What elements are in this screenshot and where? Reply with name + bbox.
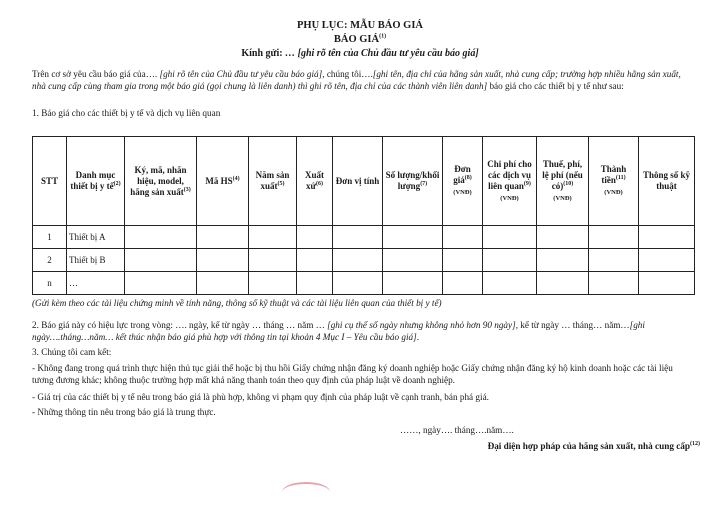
commitment-1: - Không đang trong quá trình thực hiện thủ tục giải thể hoặc bị thu hồi Giấy chứng nhận đăng ký doanh nghiệp hoặc Giấy chứng nhận đăng ký hộ kinh doanh hoặc các tài liệu tương đương khác; không thuộc trường hợp mất khả năng thanh toán theo quy định của pháp luật về doanh nghiệp. <box>32 363 673 385</box>
table-header-row <box>33 137 695 226</box>
table-cell <box>537 226 589 249</box>
recipient-line <box>0 48 720 59</box>
table-cell <box>383 249 443 272</box>
table-cell <box>483 272 537 295</box>
table-header-cell <box>249 137 297 226</box>
header-text: Thành tiền <box>600 164 627 185</box>
intro-text-c: báo giá cho các thiết bị y tế như sau: <box>487 81 624 91</box>
header-unit: (VNĐ) <box>553 194 572 202</box>
table-cell <box>589 272 639 295</box>
table-cell <box>297 226 333 249</box>
subtitle-text: BÁO GIÁ <box>333 34 380 45</box>
section-2-text-a-italic: [ghi cụ thể số ngày nhưng không nhỏ hơn 90 ngày] <box>327 320 516 330</box>
table-header-cell <box>383 137 443 226</box>
table-cell <box>197 272 249 295</box>
table-cell <box>443 272 483 295</box>
section-2-validity <box>32 319 696 343</box>
header-unit: (VNĐ) <box>453 189 472 196</box>
table-cell <box>383 272 443 295</box>
table-cell: … <box>67 272 125 295</box>
header-footnote: (10) <box>563 180 574 187</box>
table-cell <box>197 249 249 272</box>
recipient-label: Kính gửi: <box>241 48 283 59</box>
table-note: (Gửi kèm theo các tài liệu chứng minh về tính năng, thông số kỹ thuật và các tài liệu liên quan của thiết bị y tế) <box>32 298 442 308</box>
header-footnote: (2) <box>113 181 121 187</box>
intro-text-b-italic: [ghi tên, địa chỉ của hãng sản xuất, nhà cung cấp; trường hợp nhiều hãng sản xuất, nhà cung cấp cùng tham gia trong một báo giá (gọi chung là liên danh) thì ghi rõ tên, địa chỉ của các thành viên liên danh] <box>32 69 681 91</box>
table-cell <box>333 272 383 295</box>
table-header-cell <box>67 137 125 226</box>
stamp-mark <box>282 482 330 502</box>
table-cell <box>297 249 333 272</box>
commitment-3: - Những thông tin nêu trong báo giá là trung thực. <box>32 407 216 417</box>
header-unit: (VNĐ) <box>500 194 519 202</box>
table-cell <box>249 226 297 249</box>
header-footnote: (6) <box>315 181 323 187</box>
signature-text: Đại diện hợp pháp của hãng sản xuất, nhà cung cấp <box>487 441 690 451</box>
header-footnote: (9) <box>523 180 531 187</box>
table-header-cell <box>297 137 333 226</box>
table-cell <box>333 249 383 272</box>
quotation-table <box>32 136 695 295</box>
table-cell <box>125 226 197 249</box>
table-cell <box>589 226 639 249</box>
header-text: Đơn vị tính <box>335 175 380 186</box>
table-cell <box>297 272 333 295</box>
intro-text-a: Trên cơ sở yêu cầu báo giá của…. <box>32 69 160 79</box>
table-cell <box>589 249 639 272</box>
recipient-value: … [ghi rõ tên của Chủ đầu tư yêu cầu báo giá] <box>285 48 479 59</box>
table-header-cell <box>589 137 639 226</box>
table-header-cell <box>125 137 197 226</box>
header-text: Năm sản xuất <box>255 170 290 191</box>
table-cell <box>639 226 695 249</box>
header-text: Thông số kỹ thuật <box>642 170 691 191</box>
commitment-2: - Giá trị của các thiết bị y tế nêu trong báo giá là phù hợp, không vi phạm quy định của pháp luật về cạnh tranh, bán phá giá. <box>32 392 489 402</box>
table-header-cell <box>639 137 695 226</box>
table-cell <box>537 249 589 272</box>
table-cell: n <box>33 272 67 295</box>
table-cell <box>125 249 197 272</box>
table-header-cell <box>537 137 589 226</box>
header-text: Đơn giá <box>453 164 471 185</box>
header-text: Xuất xứ <box>304 170 324 191</box>
table-cell <box>197 226 249 249</box>
section-1-label: 1. Báo giá cho các thiết bị y tế và dịch vụ liên quan <box>32 108 221 118</box>
table-cell <box>639 272 695 295</box>
table-row <box>33 249 695 272</box>
table-header-cell <box>197 137 249 226</box>
header-footnote: (7) <box>420 181 428 187</box>
date-line: ……, ngày…. tháng….năm…. <box>400 425 514 435</box>
section-2-text-a: 2. Báo giá này có hiệu lực trong vòng: …. ngày, kể từ ngày … tháng … năm … <box>32 320 328 330</box>
signature-line <box>380 440 700 452</box>
table-cell: Thiết bị B <box>67 249 125 272</box>
table-cell <box>125 272 197 295</box>
section-2-text-b-italic: [ghi ngày….tháng…năm… kết thúc nhận báo giá phù hợp với thông tin tại khoản 4 Mục I – Yêu cầu báo giá] <box>32 320 645 342</box>
subtitle-footnote: (1) <box>379 33 387 40</box>
table-cell <box>537 272 589 295</box>
header-text: Ký, mã, nhãn hiệu, model, hãng sản xuất <box>130 164 187 197</box>
table-header-cell <box>443 137 483 226</box>
header-footnote: (5) <box>277 181 285 187</box>
header-text: Danh mục thiết bị y tế <box>70 170 116 191</box>
table-row <box>33 226 695 249</box>
table-header-cell <box>333 137 383 226</box>
header-text: Thuế, phí, lệ phí (nếu có) <box>542 158 583 191</box>
table-row <box>33 272 695 295</box>
intro-text-b: , chúng tôi…. <box>322 69 373 79</box>
table-cell <box>249 272 297 295</box>
table-cell <box>483 226 537 249</box>
section-2-text-b: , kể từ ngày … tháng… năm… <box>515 320 630 330</box>
table-cell <box>249 249 297 272</box>
table-header-cell <box>483 137 537 226</box>
page-title: PHỤ LỤC: MẪU BÁO GIÁ <box>297 20 423 31</box>
table-cell <box>383 226 443 249</box>
table-cell <box>483 249 537 272</box>
table-header-cell <box>33 137 67 226</box>
header-unit: (VNĐ) <box>604 189 623 196</box>
header-text: Chi phí cho các dịch vụ liên quan <box>487 158 532 191</box>
table-cell: Thiết bị A <box>67 226 125 249</box>
header-text: Mã HS <box>205 175 233 186</box>
header-text: STT <box>40 175 58 186</box>
document-subtitle <box>0 34 720 45</box>
intro-paragraph <box>32 68 696 92</box>
section-3-label: 3. Chúng tôi cam kết: <box>32 347 112 357</box>
header-footnote: (4) <box>232 175 240 182</box>
table-cell <box>639 249 695 272</box>
table-cell <box>443 249 483 272</box>
header-footnote: (8) <box>464 175 472 181</box>
table-cell <box>443 226 483 249</box>
table-cell: 2 <box>33 249 67 272</box>
table-cell <box>333 226 383 249</box>
section-2-text-c: . <box>416 332 419 342</box>
intro-text-a-italic: [ghi rõ tên của Chủ đầu tư yêu cầu báo giá] <box>159 69 323 79</box>
header-footnote: (11) <box>615 175 626 181</box>
header-text: Số lượng/khối lượng <box>385 170 440 191</box>
header-footnote: (3) <box>183 186 191 193</box>
table-cell: 1 <box>33 226 67 249</box>
signature-footnote: (12) <box>690 440 700 447</box>
